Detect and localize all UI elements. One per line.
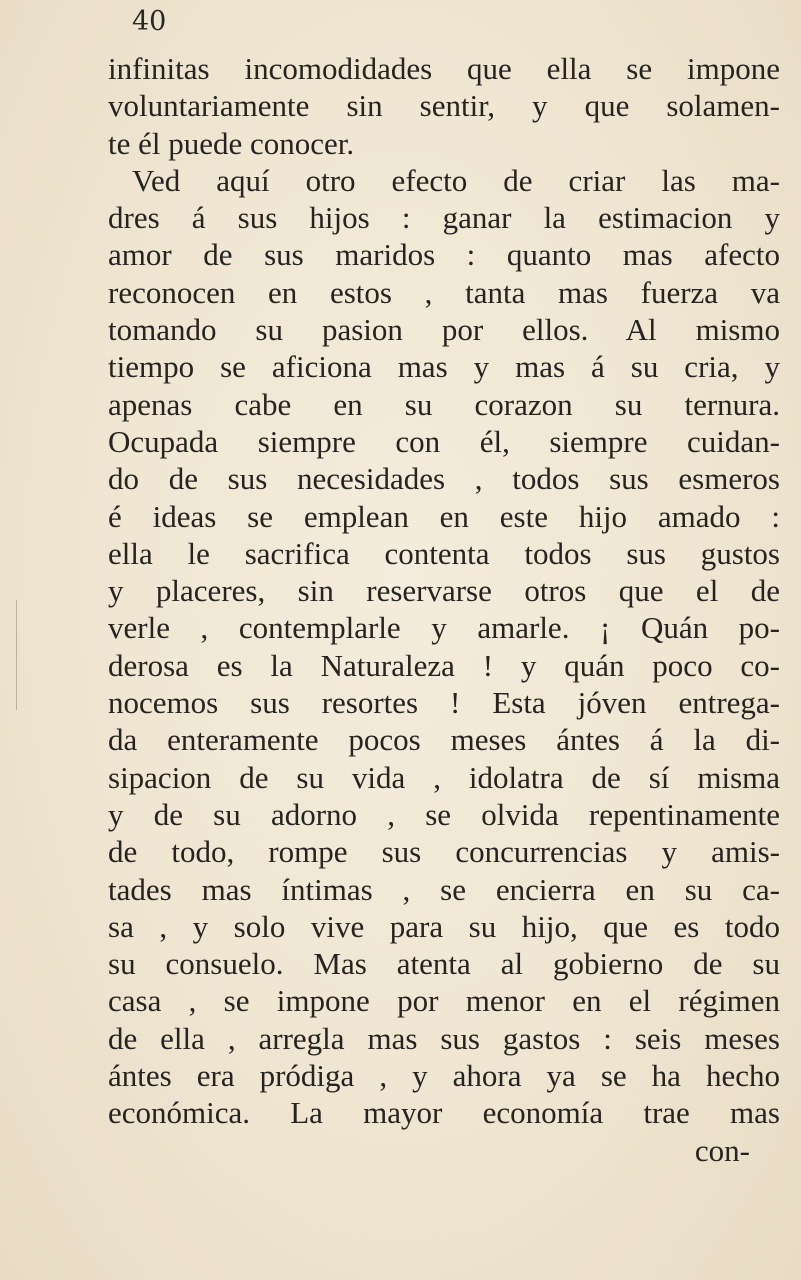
text-line: Ocupada siempre con él, siempre cuidan- <box>108 423 780 459</box>
text-line: do de sus necesidades , todos sus esmeros <box>108 461 780 497</box>
text-line: y placeres, sin reservarse otros que el de <box>108 573 780 609</box>
text-line: te él puede conocer. <box>108 125 355 161</box>
catchword: con- <box>694 1132 750 1168</box>
text-line: voluntariamente sin sentir, y que solamen- <box>108 88 780 124</box>
text-line: da enteramente pocos meses ántes á la di- <box>108 722 780 758</box>
text-line: apenas cabe en su corazon su ternura. <box>108 386 780 422</box>
text-line: ántes era pródiga , y ahora ya se ha hecho <box>108 1058 780 1094</box>
text-line: su consuelo. Mas atenta al gobierno de su <box>108 946 780 982</box>
text-line: ella le sacrifica contenta todos sus gustos <box>108 535 780 571</box>
text-line: é ideas se emplean en este hijo amado : <box>108 498 780 534</box>
text-line: sa , y solo vive para su hijo, que es todo <box>108 908 780 944</box>
text-line: y de su adorno , se olvida repentinamente <box>108 796 780 832</box>
page-number: 40 <box>132 6 167 37</box>
text-line: de todo, rompe sus concurrencias y amis- <box>108 834 780 870</box>
text-line: verle , contemplarle y amarle. ¡ Quán po- <box>108 610 780 646</box>
text-line: reconocen en estos , tanta mas fuerza va <box>108 274 780 310</box>
text-line: sipacion de su vida , idolatra de sí misma <box>108 759 780 795</box>
body-text <box>108 50 780 1169</box>
margin-mark <box>16 600 17 710</box>
text-line: tomando su pasion por ellos. Al mismo <box>108 312 780 348</box>
text-line: nocemos sus resortes ! Esta jóven entrega- <box>108 685 780 721</box>
text-line: Ved aquí otro efecto de criar las ma- <box>132 162 780 198</box>
text-line: casa , se impone por menor en el régimen <box>108 983 780 1019</box>
text-line: dres á sus hijos : ganar la estimacion y <box>108 200 780 236</box>
text-line: infinitas incomodidades que ella se impone <box>108 51 780 86</box>
text-line: tiempo se aficiona mas y mas á su cria, y <box>108 349 780 385</box>
text-line: de ella , arregla mas sus gastos : seis meses <box>108 1020 780 1056</box>
text-line: derosa es la Naturaleza ! y quán poco co- <box>108 647 780 683</box>
text-line: tades mas íntimas , se encierra en su ca- <box>108 871 780 907</box>
text-line: económica. La mayor economía trae mas <box>108 1095 780 1131</box>
text-line: amor de sus maridos : quanto mas afecto <box>108 237 780 273</box>
